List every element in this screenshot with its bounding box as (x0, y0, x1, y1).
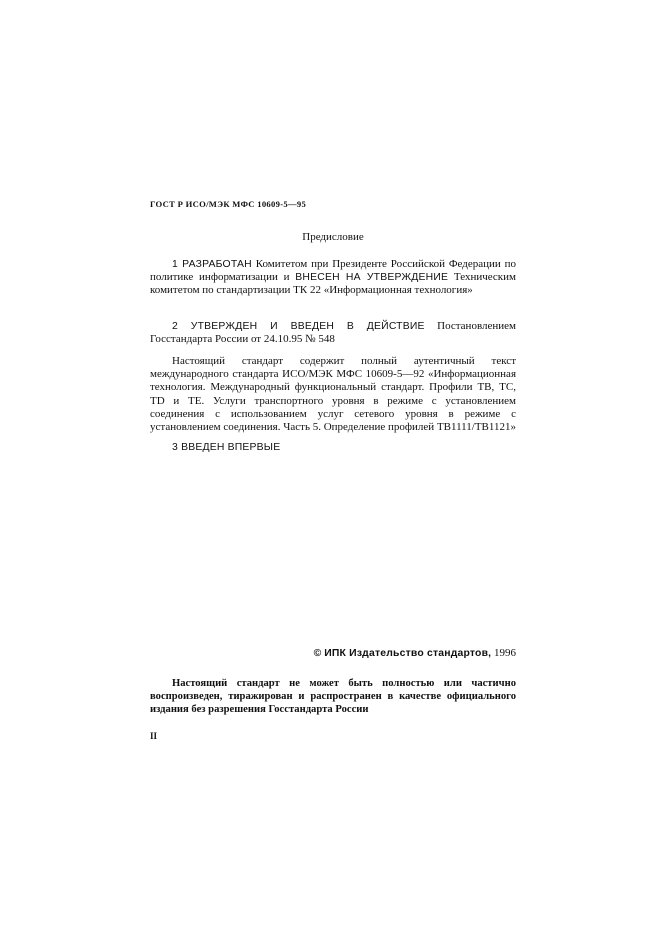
standard-code-header: ГОСТ Р ИСО/МЭК МФС 10609-5—95 (150, 199, 307, 209)
paragraph-content (150, 355, 516, 434)
lead-submitted: ВНЕСЕН НА УТВЕРЖДЕНИЕ (295, 272, 449, 284)
text-approved: Постановлением Госстандарта России от 24.10.95 № 548 (150, 320, 516, 346)
lead-approved: 2 УТВЕРЖДЕН И ВВЕДЕН В ДЕЙСТВИЕ (172, 321, 425, 332)
lead-first-introduced: 3 ВВЕДЕН ВПЕРВЫЕ (172, 442, 281, 453)
text-content: Настоящий стандарт содержит полный аутентичный текст международного стандарта ИСО/МЭК МФС 10609-5—92 «Информационная технология. Международный функциональный стандарт. Профили ТВ, ТС, TD и ТЕ. Услуги транспортного уровня в режиме с установлением соединения с использованием услуг сетевого уровня в режиме с установлением соединения. Часть 5. Определение профилей ТВ1111/ТВ1121» (150, 355, 516, 434)
page-number: II (150, 731, 158, 741)
page-title: Предисловие (302, 231, 364, 243)
paragraph-first-introduced (150, 441, 516, 454)
reproduction-notice (150, 677, 516, 716)
copyright-line (150, 647, 516, 659)
text-submitted: Техническим комитетом по стандартизации ТК 22 «Информационная технология» (150, 271, 516, 297)
paragraph-approved (150, 320, 516, 346)
copyright-year: 1996 (494, 647, 516, 659)
lead-developed: 1 РАЗРАБОТАН (172, 259, 252, 270)
notice-text: Настоящий стандарт не может быть полностью или частично воспроизведен, тиражирован и распространен в качестве официального издания без разрешения Госстандарта России (150, 678, 516, 715)
text-developed: Комитетом при Президенте Российской Федерации по политике информатизации и (150, 258, 516, 284)
paragraph-developed (150, 258, 516, 298)
copyright-icon: © (313, 648, 322, 659)
copyright-publisher: ИПК Издательство стандартов, (324, 648, 492, 659)
